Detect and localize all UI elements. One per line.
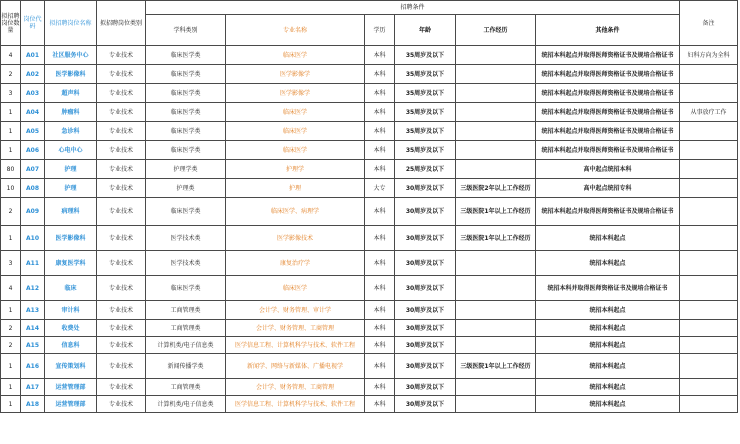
cell-code: A09 <box>21 198 45 226</box>
cell-cat: 专业技术 <box>97 65 146 84</box>
cell-other: 统招本科起点并取得医师资格证书及规培合格证书 <box>536 65 680 84</box>
cell-num: 2 <box>1 337 21 354</box>
cell-cat: 专业技术 <box>97 46 146 65</box>
cell-major: 医学影像学 <box>226 84 365 103</box>
cell-other: 统招本科起点 <box>536 354 680 379</box>
cell-num: 1 <box>1 141 21 160</box>
cell-other: 统招本科起点并取得医师资格证书及规培合格证书 <box>536 141 680 160</box>
cell-edu: 本科 <box>365 160 395 179</box>
cell-num: 2 <box>1 320 21 337</box>
cell-note <box>680 276 738 301</box>
cell-edu: 本科 <box>365 103 395 122</box>
cell-cat: 专业技术 <box>97 198 146 226</box>
table-row <box>1 122 738 141</box>
table-row <box>1 103 738 122</box>
cell-name: 康复医学科 <box>45 251 97 276</box>
cell-subj: 临床医学类 <box>146 46 226 65</box>
cell-name: 收费处 <box>45 320 97 337</box>
table-row <box>1 141 738 160</box>
cell-subj: 计算机类/电子信息类 <box>146 337 226 354</box>
cell-name: 医学影像科 <box>45 65 97 84</box>
cell-code: A06 <box>21 141 45 160</box>
cell-code: A14 <box>21 320 45 337</box>
cell-num: 1 <box>1 396 21 413</box>
cell-edu: 本科 <box>365 226 395 251</box>
cell-subj: 临床医学类 <box>146 141 226 160</box>
cell-note <box>680 396 738 413</box>
cell-subj: 临床医学类 <box>146 84 226 103</box>
cell-name: 宣传策划科 <box>45 354 97 379</box>
cell-age: 30周岁及以下 <box>395 198 456 226</box>
cell-cat: 专业技术 <box>97 276 146 301</box>
cell-major: 医学信息工程、计算机科学与技术、软件工程 <box>226 396 365 413</box>
cell-exp: 三级医院1年以上工作经历 <box>456 198 536 226</box>
cell-exp <box>456 251 536 276</box>
cell-num: 1 <box>1 354 21 379</box>
cell-age: 30周岁及以下 <box>395 354 456 379</box>
cell-code: A08 <box>21 179 45 198</box>
cell-major: 临床医学 <box>226 141 365 160</box>
cell-other: 统招本科起点 <box>536 251 680 276</box>
header-category: 拟招聘岗位类别 <box>97 1 146 46</box>
cell-note <box>680 301 738 320</box>
cell-note <box>680 354 738 379</box>
cell-name: 超声科 <box>45 84 97 103</box>
cell-edu: 本科 <box>365 354 395 379</box>
cell-edu: 本科 <box>365 251 395 276</box>
header-other: 其他条件 <box>536 15 680 46</box>
cell-name: 运营管理部 <box>45 379 97 396</box>
cell-subj: 临床医学类 <box>146 198 226 226</box>
cell-code: A02 <box>21 65 45 84</box>
cell-other: 统招本科起点并取得医师资格证书及规培合格证书 <box>536 84 680 103</box>
cell-num: 2 <box>1 198 21 226</box>
cell-note <box>680 226 738 251</box>
cell-cat: 专业技术 <box>97 84 146 103</box>
cell-subj: 临床医学类 <box>146 122 226 141</box>
table-row <box>1 396 738 413</box>
cell-num: 80 <box>1 160 21 179</box>
header-note: 备注 <box>680 1 738 46</box>
cell-exp <box>456 122 536 141</box>
table-row <box>1 337 738 354</box>
cell-code: A15 <box>21 337 45 354</box>
cell-subj: 工商管理类 <box>146 320 226 337</box>
cell-name: 运营管理部 <box>45 396 97 413</box>
cell-edu: 本科 <box>365 396 395 413</box>
cell-name: 临床 <box>45 276 97 301</box>
cell-cat: 专业技术 <box>97 301 146 320</box>
table-row <box>1 179 738 198</box>
cell-num: 4 <box>1 276 21 301</box>
cell-subj: 新闻传播学类 <box>146 354 226 379</box>
cell-subj: 工商管理类 <box>146 301 226 320</box>
cell-exp: 三级医院1年以上工作经历 <box>456 354 536 379</box>
cell-edu: 本科 <box>365 84 395 103</box>
cell-note <box>680 84 738 103</box>
cell-note <box>680 337 738 354</box>
cell-other: 高中起点统招本科 <box>536 160 680 179</box>
cell-name: 心电中心 <box>45 141 97 160</box>
cell-num: 1 <box>1 301 21 320</box>
cell-cat: 专业技术 <box>97 122 146 141</box>
cell-name: 肿瘤科 <box>45 103 97 122</box>
cell-age: 30周岁及以下 <box>395 396 456 413</box>
cell-subj: 护理类 <box>146 179 226 198</box>
cell-subj: 工商管理类 <box>146 379 226 396</box>
cell-age: 25周岁及以下 <box>395 160 456 179</box>
cell-exp <box>456 379 536 396</box>
cell-major: 护理学 <box>226 160 365 179</box>
table-row <box>1 251 738 276</box>
cell-num: 1 <box>1 103 21 122</box>
cell-cat: 专业技术 <box>97 354 146 379</box>
table-row <box>1 379 738 396</box>
cell-major: 新闻学、网络与新媒体、广播电视学 <box>226 354 365 379</box>
cell-cat: 专业技术 <box>97 141 146 160</box>
cell-age: 30周岁及以下 <box>395 337 456 354</box>
cell-code: A07 <box>21 160 45 179</box>
cell-num: 10 <box>1 179 21 198</box>
cell-cat: 专业技术 <box>97 103 146 122</box>
cell-code: A16 <box>21 354 45 379</box>
cell-code: A10 <box>21 226 45 251</box>
cell-edu: 本科 <box>365 379 395 396</box>
cell-major: 临床医学 <box>226 46 365 65</box>
cell-age: 30周岁及以下 <box>395 276 456 301</box>
cell-cat: 专业技术 <box>97 396 146 413</box>
cell-note <box>680 122 738 141</box>
cell-num: 3 <box>1 251 21 276</box>
cell-age: 30周岁及以下 <box>395 301 456 320</box>
cell-name: 护理 <box>45 160 97 179</box>
table-row <box>1 65 738 84</box>
cell-subj: 计算机类/电子信息类 <box>146 396 226 413</box>
cell-edu: 本科 <box>365 198 395 226</box>
cell-other: 统招本科起点 <box>536 396 680 413</box>
cell-other: 统招本科起点 <box>536 226 680 251</box>
table-row <box>1 46 738 65</box>
header-experience: 工作经历 <box>456 15 536 46</box>
table-row <box>1 84 738 103</box>
cell-major: 康复治疗学 <box>226 251 365 276</box>
cell-other: 高中起点统招专科 <box>536 179 680 198</box>
cell-cat: 专业技术 <box>97 160 146 179</box>
cell-other: 统招本科并取得医师资格证书及规培合格证书 <box>536 276 680 301</box>
table-row <box>1 160 738 179</box>
cell-note <box>680 179 738 198</box>
cell-cat: 专业技术 <box>97 379 146 396</box>
cell-age: 35周岁及以下 <box>395 122 456 141</box>
cell-code: A17 <box>21 379 45 396</box>
cell-note: 妇科方向为全科 <box>680 46 738 65</box>
cell-code: A01 <box>21 46 45 65</box>
cell-major: 医学信息工程、计算机科学与技术、软件工程 <box>226 337 365 354</box>
cell-num: 4 <box>1 46 21 65</box>
cell-code: A04 <box>21 103 45 122</box>
header-education: 学历 <box>365 15 395 46</box>
cell-num: 1 <box>1 122 21 141</box>
cell-other: 统招本科起点 <box>536 301 680 320</box>
cell-major: 临床医学 <box>226 122 365 141</box>
cell-exp <box>456 46 536 65</box>
cell-major: 医学影像技术 <box>226 226 365 251</box>
cell-age: 30周岁及以下 <box>395 379 456 396</box>
cell-edu: 本科 <box>365 122 395 141</box>
cell-exp: 三级医院2年以上工作经历 <box>456 179 536 198</box>
cell-age: 35周岁及以下 <box>395 65 456 84</box>
cell-cat: 专业技术 <box>97 320 146 337</box>
header-num: 拟招聘岗位数量 <box>1 1 21 46</box>
cell-age: 35周岁及以下 <box>395 141 456 160</box>
cell-age: 35周岁及以下 <box>395 103 456 122</box>
cell-num: 1 <box>1 379 21 396</box>
cell-code: A03 <box>21 84 45 103</box>
cell-name: 社区服务中心 <box>45 46 97 65</box>
table-row <box>1 354 738 379</box>
cell-name: 医学影像科 <box>45 226 97 251</box>
cell-exp <box>456 84 536 103</box>
cell-edu: 本科 <box>365 46 395 65</box>
cell-num: 1 <box>1 226 21 251</box>
cell-cat: 专业技术 <box>97 179 146 198</box>
cell-exp <box>456 141 536 160</box>
cell-exp <box>456 320 536 337</box>
cell-major: 会计学、财务管理、工商管理 <box>226 379 365 396</box>
cell-age: 30周岁及以下 <box>395 179 456 198</box>
cell-age: 30周岁及以下 <box>395 320 456 337</box>
cell-code: A18 <box>21 396 45 413</box>
cell-exp <box>456 103 536 122</box>
cell-other: 统招本科起点 <box>536 337 680 354</box>
cell-exp: 三级医院1年以上工作经历 <box>456 226 536 251</box>
cell-subj: 护理学类 <box>146 160 226 179</box>
cell-major: 临床医学 <box>226 103 365 122</box>
cell-major: 医学影像学 <box>226 65 365 84</box>
cell-other: 统招本科起点并取得医师资格证书及规培合格证书 <box>536 46 680 65</box>
table-row <box>1 301 738 320</box>
cell-other: 统招本科起点并取得医师资格证书及规培合格证书 <box>536 122 680 141</box>
cell-subj: 临床医学类 <box>146 65 226 84</box>
cell-name: 病理科 <box>45 198 97 226</box>
cell-name: 急诊科 <box>45 122 97 141</box>
cell-code: A05 <box>21 122 45 141</box>
cell-edu: 本科 <box>365 301 395 320</box>
cell-age: 35周岁及以下 <box>395 46 456 65</box>
cell-edu: 本科 <box>365 276 395 301</box>
cell-note <box>680 65 738 84</box>
cell-age: 30周岁及以下 <box>395 251 456 276</box>
cell-exp <box>456 301 536 320</box>
header-age: 年龄 <box>395 15 456 46</box>
cell-other: 统招本科起点并取得医师资格证书及规培合格证书 <box>536 198 680 226</box>
cell-note <box>680 379 738 396</box>
cell-exp <box>456 65 536 84</box>
cell-age: 35周岁及以下 <box>395 84 456 103</box>
cell-other: 统招本科起点并取得医师资格证书及规培合格证书 <box>536 103 680 122</box>
table-row <box>1 276 738 301</box>
header-subject: 学科类别 <box>146 15 226 46</box>
cell-note <box>680 160 738 179</box>
cell-name: 信息科 <box>45 337 97 354</box>
cell-exp <box>456 276 536 301</box>
cell-exp <box>456 396 536 413</box>
cell-other: 统招本科起点 <box>536 379 680 396</box>
table-row <box>1 320 738 337</box>
header-group: 招聘条件 <box>146 1 680 15</box>
cell-exp <box>456 160 536 179</box>
cell-note <box>680 320 738 337</box>
cell-code: A13 <box>21 301 45 320</box>
cell-name: 审计科 <box>45 301 97 320</box>
cell-exp <box>456 337 536 354</box>
cell-note <box>680 251 738 276</box>
table-body <box>1 46 738 413</box>
cell-major: 临床医学、病理学 <box>226 198 365 226</box>
header-row-1 <box>1 1 738 15</box>
cell-edu: 本科 <box>365 141 395 160</box>
cell-other: 统招本科起点 <box>536 320 680 337</box>
cell-major: 临床医学 <box>226 276 365 301</box>
table-row <box>1 226 738 251</box>
cell-subj: 临床医学类 <box>146 276 226 301</box>
cell-subj: 医学技术类 <box>146 226 226 251</box>
header-major: 专业名称 <box>226 15 365 46</box>
cell-cat: 专业技术 <box>97 337 146 354</box>
cell-edu: 本科 <box>365 65 395 84</box>
cell-edu: 本科 <box>365 337 395 354</box>
cell-edu: 本科 <box>365 320 395 337</box>
cell-major: 会计学、财务管理、审计学 <box>226 301 365 320</box>
header-code: 岗位代码 <box>21 1 45 46</box>
cell-code: A12 <box>21 276 45 301</box>
cell-major: 会计学、财务管理、工商管理 <box>226 320 365 337</box>
cell-note: 从事放疗工作 <box>680 103 738 122</box>
table-row <box>1 198 738 226</box>
cell-subj: 临床医学类 <box>146 103 226 122</box>
cell-cat: 专业技术 <box>97 226 146 251</box>
cell-edu: 大专 <box>365 179 395 198</box>
cell-cat: 专业技术 <box>97 251 146 276</box>
cell-name: 护理 <box>45 179 97 198</box>
header-name: 拟招聘岗位名称 <box>45 1 97 46</box>
cell-note <box>680 141 738 160</box>
cell-subj: 医学技术类 <box>146 251 226 276</box>
cell-age: 30周岁及以下 <box>395 226 456 251</box>
cell-note <box>680 198 738 226</box>
cell-code: A11 <box>21 251 45 276</box>
cell-num: 3 <box>1 84 21 103</box>
cell-num: 2 <box>1 65 21 84</box>
cell-major: 护理 <box>226 179 365 198</box>
